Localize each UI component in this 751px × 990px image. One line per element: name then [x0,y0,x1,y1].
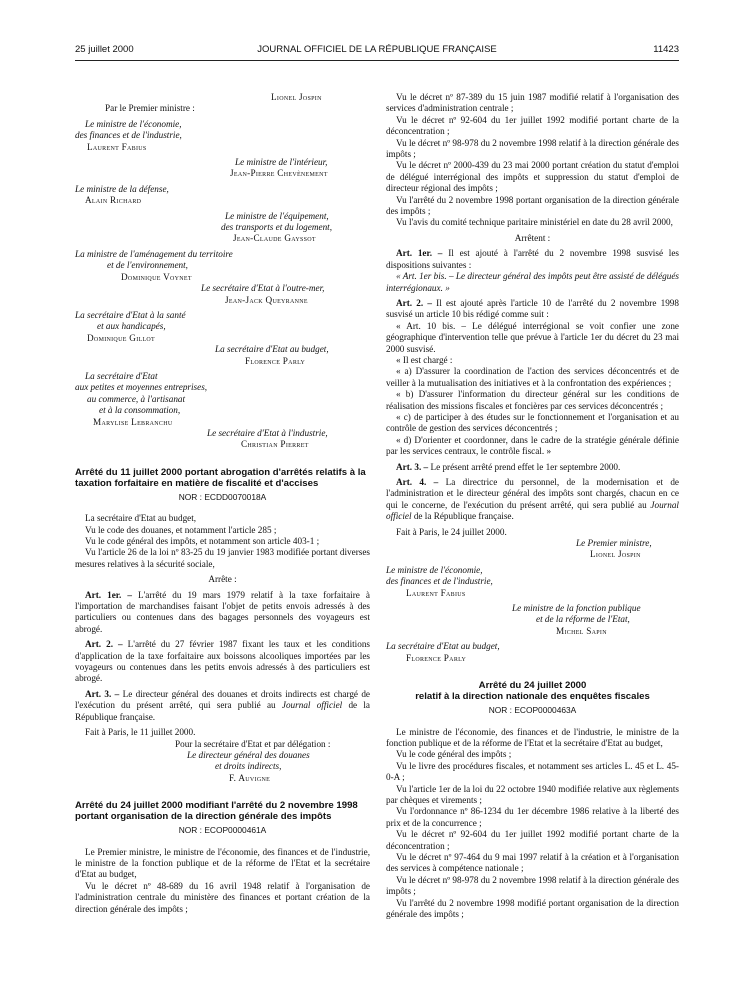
secretary-industry-title: Le secrétaire d'Etat à l'industrie, [207,427,328,438]
visa-3: Vu le décret nº 98-978 du 2 novembre 1998 relatif à la direction générale des impôts ; [386,137,679,160]
signature-gayssot: Jean-Claude Gayssot [233,233,316,244]
article-label: Art. 4. – [396,477,439,487]
minister-fp-title: Le ministre de la fonction publique [512,603,641,614]
visa-1: Vu le décret nº 87-389 du 15 juin 1987 modifié relatif à l'organisation des services d'administration centrale ; [386,92,679,114]
signature-parly-2: Florence Parly [406,652,467,663]
minister-economy-title-2: des finances et de l'industrie, [75,130,182,141]
arrete-2-preamble: Le Premier ministre, le ministre de l'économie, des finances et de l'industrie, le ministre de la fonction publique et de la réforme de l'Etat et la secrétaire d'Etat au budget, [75,846,370,880]
article-2 [386,298,679,321]
minister-amenagement-title: La ministre de l'aménagement du territoire [75,248,233,259]
arrete-3-visa-8: Vu l'arrêté du 2 novembre 1998 modifié portant organisation de la direction générale des impôts ; [386,897,679,919]
quote-2: « Art. 10 bis. – Le délégué interrégional se voit confier une zone géographique d'intervention telle que prévue à l'article 1er du décret du 23 mai 2000 susvisé. [386,320,679,354]
arrete-1-arrete: Arrête : [208,574,237,585]
visa-2: Vu le décret nº 92-604 du 1er juillet 1992 modifié portant charte de la déconcentration ; [386,114,679,137]
minister-economy-title-r2: des finances et de l'industrie, [386,576,493,587]
page-number: 11423 [653,44,679,55]
minister-interior-title: Le ministre de l'intérieur, [235,157,328,168]
arretent: Arrêtent : [514,232,551,243]
article-text: Le directeur général des douanes et droits indirects est chargé de l'exécution du présent arrêté, qui sera publié au [75,688,371,711]
arrete-1-nor: NOR : ECDD0070018A [178,491,267,502]
signature-queyranne: Jean-Jack Queyranne [225,294,308,305]
arrete-1-title: Arrêté du 11 juillet 2000 portant abrogation d'arrêtés relatifs à la taxation forfaitaire en matière de fiscalité et d'accises [75,466,366,489]
issue-date: 25 juillet 2000 [75,44,134,55]
arrete-1-fait: Fait à Paris, le 11 juillet 2000. [85,727,196,738]
visa-6: Vu l'avis du comité technique paritaire ministériel en date du 28 avril 2000, [396,217,673,228]
secretary-sante-title-2: et aux handicapés, [97,321,166,332]
quote-c: « c) de participer à des études sur le fonctionnement et l'organisation et au contrôle de gestion des services déconcentrés ; [386,411,679,434]
signature-gillot: Dominique Gillot [87,332,156,343]
article-text: La directrice du personnel, de la modernisation et de l'administration et le directeur général des impôts sont chargés, chacun en ce qui le concerne, de l'exécution du présent arrêté, qui sera publié au [386,477,680,510]
article-label: Art. 3. – [396,461,429,472]
secretary-budget-title: La secrétaire d'Etat au budget, [215,344,329,355]
article-text: L'arrêté du 19 mars 1979 relatif à la taxe forfaitaire à l'importation de marchandises faisant l'objet de petits envois adressés à des particuliers ou contenues dans des bagages personnels des voyageurs est abrogé. [75,589,370,634]
secretary-outremer-title: Le secrétaire d'Etat à l'outre-mer, [201,283,325,294]
article-text: Il est ajouté après l'article 10 de l'arrêté du 2 novembre 1998 susvisé un article 10 bis rédigé comme suit : [386,297,679,320]
arrete-1-visa-1: Vu le code des douanes, et notamment l'article 285 ; [85,524,277,535]
signature-richard: Alain Richard [85,195,142,206]
secretary-pme-title-4: et à la consommation, [99,405,181,416]
article-text-end: de la République française. [411,511,514,522]
page-header [75,44,679,60]
secretary-pme-title: La secrétaire d'Etat [85,370,158,381]
article-label: Art. 3. – [85,688,120,699]
left-column [75,92,370,915]
arrete-3-visa-2: Vu le livre des procédures fiscales, et notamment ses articles L. 45 et L. 45-0-A ; [386,760,679,783]
arrete-1-article-3 [75,689,370,723]
signature-jospin-2: Lionel Jospin [590,549,641,560]
signature-pierret: Christian Pierret [241,439,309,450]
secretary-budget-title-r: La secrétaire d'Etat au budget, [386,641,500,652]
article-label: Art. 2. – [396,297,432,308]
article-4 [386,477,679,523]
minister-equipment-title-2: des transports et du logement, [221,222,333,233]
article-label: Art. 1er. – [85,589,132,600]
quote-d: « d) D'orienter et coordonner, dans le cadre de la stratégie générale définie par les services centraux, le contrôle fiscal. » [386,434,679,457]
signature-auvigne: F. Auvigne [229,772,271,783]
secretary-pme-title-3: au commerce, à l'artisanat [87,393,186,404]
article-3 [386,462,679,473]
arrete-3-nor: NOR : ECOP0000463A [488,705,577,716]
arrete-3-title: Arrêté du 24 juillet 2000 [478,680,587,692]
arrete-1-visa-3: Vu l'article 26 de la loi nº 83-25 du 19 janvier 1983 modifiée portant diverses mesures relatives à la sécurité sociale, [75,547,370,569]
par-premier-ministre: Par le Premier ministre : [105,103,195,114]
article-text: L'arrêté du 27 février 1987 fixant les taux et les conditions d'application de la taxe forfaitaire aux boissons alcooliques importées par les voyageurs ou contenues dans les petits envois adressés à des particuliers est abrogé. [75,639,370,684]
right-column [386,92,679,920]
header-rule [75,60,679,61]
signature-voynet: Dominique Voynet [121,271,192,282]
minister-amenagement-title-2: et de l'environnement, [107,260,188,271]
journal-title: JOURNAL OFFICIEL DE LA RÉPUBLIQUE FRANÇAISE [257,44,497,55]
article-text: Le présent arrêté prend effet le 1er septembre 2000. [430,461,621,472]
secretary-pme-title-2: aux petites et moyennes entreprises, [75,382,208,393]
arrete-3-visa-7: Vu le décret nº 98-978 du 2 novembre 1998 relatif à la direction générale des impôts ; [386,874,679,897]
article-label: Art. 1er. – [396,248,443,259]
arrete-3-visa-1: Vu le code général des impôts ; [396,749,512,760]
arrete-3-visa-3: Vu l'article 1er de la loi du 22 octobre 1940 modifiée relative aux règlements par chèques et virements ; [386,783,679,805]
arrete-1-delegation: Pour la secrétaire d'Etat et par délégation : [175,738,331,749]
arrete-1-dg-title-2: et droits indirects, [215,761,282,772]
visa-5: Vu l'arrêté du 2 novembre 1998 portant organisation de la direction générale des impôts ; [386,194,679,217]
quote-1: « Art. 1er bis. – Le directeur général des impôts peut être assisté de délégués interrégionaux. » [386,271,679,293]
arrete-1-article-1 [75,590,370,636]
arrete-2-nor: NOR : ECOP0000461A [178,825,267,836]
minister-economy-title-r: Le ministre de l'économie, [386,564,483,575]
arrete-2-title: Arrêté du 24 juillet 2000 modifiant l'arrêté du 2 novembre 1998 portant organisation de la direction générale des impôts [75,800,358,823]
minister-equipment-title: Le ministre de l'équipement, [225,210,329,221]
signature-sapin: Michel Sapin [556,625,607,636]
journal-officiel-ref: Journal officiel [386,499,679,522]
pm-title: Le Premier ministre, [576,538,652,549]
arrete-1-preamble: La secrétaire d'Etat au budget, [85,513,197,524]
article-text-end: de la République française. [75,700,370,722]
signature-lebranchu: Marylise Lebranchu [93,416,173,427]
signature-parly: Florence Parly [245,355,306,366]
signature-fabius: Laurent Fabius [87,141,147,152]
quote-3: « Il est chargé : [396,354,453,365]
arrete-3-visa-4: Vu l'ordonnance nº 86-1234 du 1er décembre 1986 relative à la liberté des prix et de la concurrence ; [386,806,679,828]
arrete-3-visa-6: Vu le décret nº 97-464 du 9 mai 1997 relatif à la création et à l'organisation des services à compétence nationale ; [386,851,679,874]
arrete-1-article-2 [75,639,370,685]
article-1 [386,248,679,271]
quote-b: « b) D'assurer l'information du directeur général sur les conditions de réalisation des missions fiscales et foncières par ces services déconcentrés ; [386,389,679,411]
arrete-1-visa-2: Vu le code général des impôts, et notamment son article 403-1 ; [85,536,320,546]
arrete-1-dg-title: Le directeur général des douanes [187,749,310,760]
arrete-3-visa-5: Vu le décret nº 92-604 du 1er juillet 1992 modifié portant charte de la déconcentration ; [386,829,679,851]
signature-jospin: Lionel Jospin [271,92,322,102]
signature-fabius-2: Laurent Fabius [406,587,466,598]
signature-chevenement: Jean-Pierre Chevènement [230,168,328,179]
minister-economy-title: Le ministre de l'économie, [85,118,182,129]
arrete-2-visa-1: Vu le décret nº 48-689 du 16 avril 1948 relatif à l'organisation de l'administration centrale du ministère des finances et portant création de la direction générale des impôts ; [75,880,370,914]
journal-officiel-ref: Journal officiel [281,700,343,711]
secretary-sante-title: La secrétaire d'Etat à la santé [75,309,186,320]
minister-fp-title-2: et de la réforme de l'Etat, [536,614,630,625]
fait-paris: Fait à Paris, le 24 juillet 2000. [396,526,507,537]
article-label: Art. 2. – [85,639,123,650]
minister-defense-title: Le ministre de la défense, [75,183,169,194]
arrete-3-preamble: Le ministre de l'économie, des finances et de l'industrie, le ministre de la fonction publique et de la réforme de l'Etat et la secrétaire d'Etat au budget, [386,726,679,748]
arrete-3-title-2: relatif à la direction nationale des enquêtes fiscales [415,691,650,703]
quote-a: « a) D'assurer la coordination de l'action des services déconcentrés et de veiller à la mutualisation des initiatives et à la confrontation des expériences ; [386,366,679,388]
visa-4: Vu le décret nº 2000-439 du 23 mai 2000 portant création du statut d'emploi de délégué interrégional des impôts et suppression du statut d'emploi de directeur régional des impôts ; [386,160,679,194]
article-text: Il est ajouté à l'arrêté du 2 novembre 1998 susvisé les dispositions suivantes : [386,248,679,270]
